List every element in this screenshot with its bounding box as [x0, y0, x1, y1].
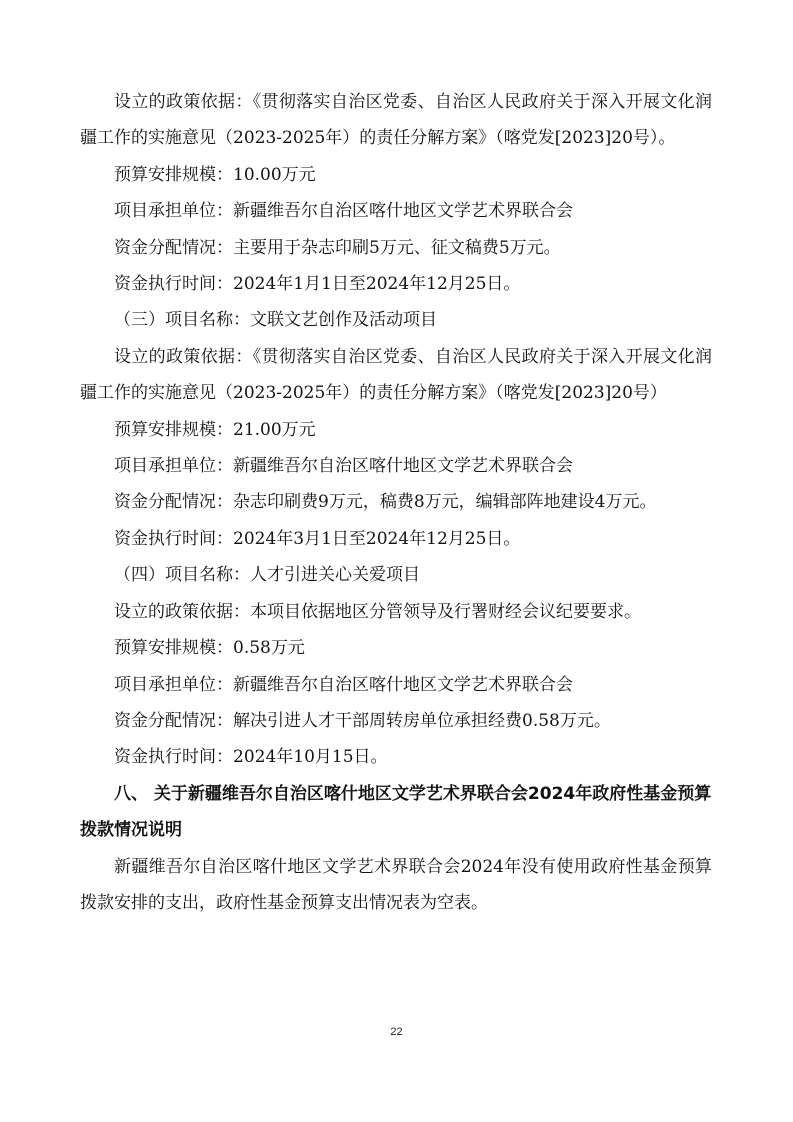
project-title-3: （三）项目名称：文联文艺创作及活动项目	[114, 310, 437, 331]
responsible-unit-line: 项目承担单位：新疆维吾尔自治区喀什地区文学艺术界联合会	[114, 201, 573, 222]
budget-scale-line: 预算安排规模：10.00万元	[114, 164, 316, 185]
responsible-unit-line: 项目承担单位：新疆维吾尔自治区喀什地区文学艺术界联合会	[114, 674, 573, 695]
execution-time-line: 资金执行时间：2024年3月1日至2024年12月25日。	[114, 528, 521, 549]
policy-basis-paragraph: 设立的政策依据：《贯彻落实自治区党委、自治区人民政府关于深入开展文化润疆工作的实施意见（2023-2025年）的责任分解方案》（喀党发[2023]20号）	[80, 346, 712, 404]
project-title-4: （四）项目名称：人才引进关心关爱项目	[114, 565, 420, 586]
closing-paragraph: 新疆维吾尔自治区喀什地区文学艺术界联合会2024年没有使用政府性基金预算拨款安排的支出，政府性基金预算支出情况表为空表。	[80, 856, 712, 913]
policy-basis-paragraph: 设立的政策依据：本项目依据地区分管领导及行署财经会议纪要要求。	[114, 601, 641, 622]
budget-scale-line: 预算安排规模：0.58万元	[114, 638, 305, 659]
fund-allocation-line: 资金分配情况：杂志印刷费9万元，稿费8万元，编辑部阵地建设4万元。	[114, 492, 657, 513]
page-number: 22	[390, 1026, 403, 1038]
fund-allocation-line: 资金分配情况：主要用于杂志印刷5万元、征文稿费5万元。	[114, 237, 561, 258]
execution-time-line: 资金执行时间：2024年1月1日至2024年12月25日。	[114, 274, 521, 295]
document-body	[80, 84, 712, 921]
execution-time-line: 资金执行时间：2024年10月15日。	[114, 747, 388, 768]
section-heading: 八、 关于新疆维吾尔自治区喀什地区文学艺术界联合会2024年政府性基金预算拨款情况说明	[80, 783, 712, 841]
fund-allocation-line: 资金分配情况：解决引进人才干部周转房单位承担经费0.58万元。	[114, 710, 611, 731]
responsible-unit-line: 项目承担单位：新疆维吾尔自治区喀什地区文学艺术界联合会	[114, 456, 573, 477]
budget-scale-line: 预算安排规模：21.00万元	[114, 419, 316, 440]
policy-basis-paragraph: 设立的政策依据：《贯彻落实自治区党委、自治区人民政府关于深入开展文化润疆工作的实施意见（2023-2025年）的责任分解方案》（喀党发[2023]20号）。	[80, 92, 712, 149]
